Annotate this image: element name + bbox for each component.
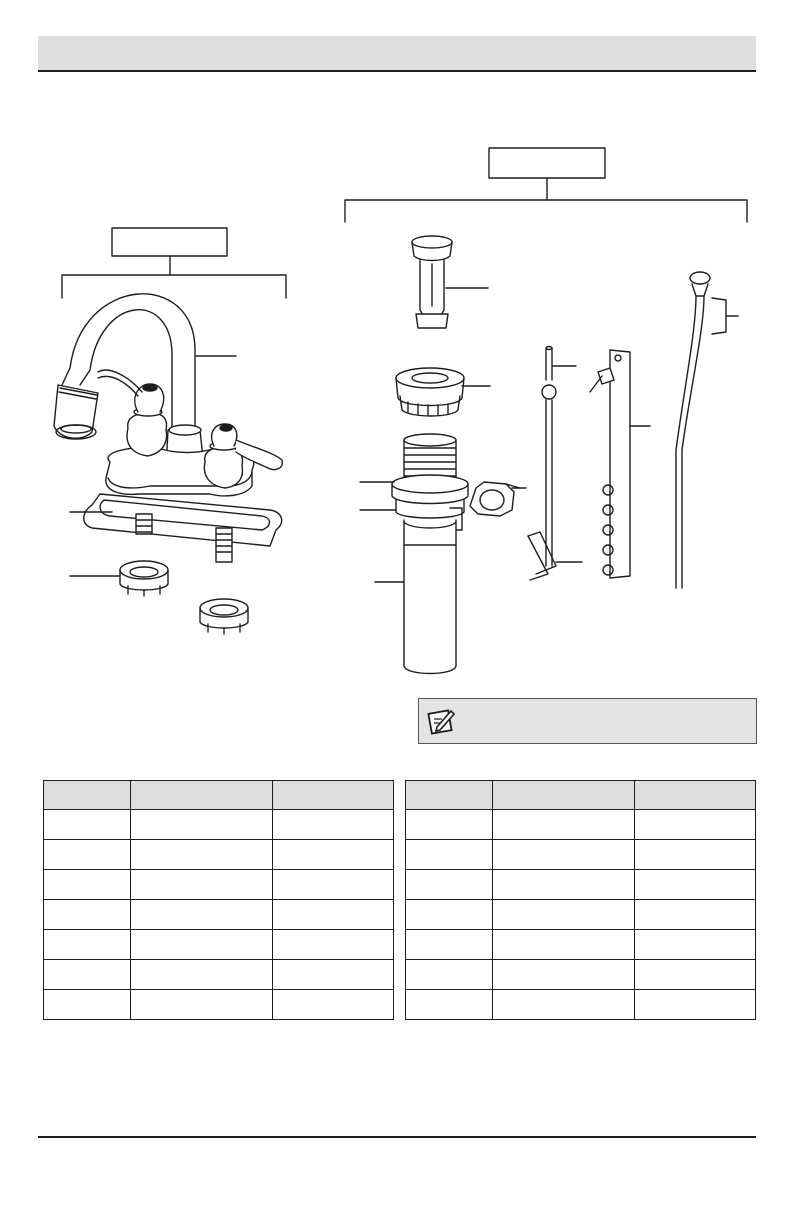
table-cell (406, 960, 493, 990)
table-row (406, 900, 756, 930)
table-header-part (406, 781, 493, 810)
table-cell (273, 900, 394, 930)
table-cell (44, 960, 131, 990)
table-row (406, 990, 756, 1020)
table-cell (131, 840, 273, 870)
table-cell (273, 870, 394, 900)
table-cell (131, 960, 273, 990)
table-row (44, 930, 394, 960)
spring-clip (528, 532, 582, 580)
faucet-illustration (54, 294, 282, 634)
table-cell (406, 840, 493, 870)
table-row (406, 870, 756, 900)
table-cell (635, 930, 756, 960)
drain-assembly-label-box (489, 148, 605, 178)
table-header-description (493, 781, 635, 810)
pivot-nut (470, 482, 526, 516)
table-cell (273, 990, 394, 1020)
table-cell (273, 840, 394, 870)
drain-illustration (360, 236, 738, 674)
table-cell (273, 930, 394, 960)
mounting-nut-left (120, 561, 168, 596)
table-cell (44, 810, 131, 840)
table-header-description (131, 781, 273, 810)
table-header-part (44, 781, 131, 810)
table-cell (406, 870, 493, 900)
drain-assembly-bracket (345, 200, 747, 222)
table-cell (44, 870, 131, 900)
parts-table-right (405, 780, 756, 1020)
mounting-nut-right (200, 599, 248, 634)
parts-table-left (43, 780, 394, 1020)
table-cell (131, 900, 273, 930)
table-cell (493, 840, 635, 870)
table-cell (406, 930, 493, 960)
faucet-assembly-bracket (62, 275, 286, 298)
table-cell (493, 810, 635, 840)
table-cell (131, 990, 273, 1020)
table-cell (635, 870, 756, 900)
table-row (406, 840, 756, 870)
table-row (406, 960, 756, 990)
table-cell (44, 990, 131, 1020)
table-row (44, 900, 394, 930)
table-cell (493, 870, 635, 900)
table-row (44, 990, 394, 1020)
table-cell (44, 930, 131, 960)
table-cell (635, 990, 756, 1020)
table-cell (406, 900, 493, 930)
table-cell (44, 840, 131, 870)
table-header-row (406, 781, 756, 810)
table-row (44, 810, 394, 840)
table-cell (406, 990, 493, 1020)
table-row (44, 840, 394, 870)
table-header-quantity (273, 781, 394, 810)
footer-divider (38, 1136, 756, 1138)
table-cell (635, 960, 756, 990)
note-box (418, 698, 757, 744)
note-pencil-icon (427, 707, 457, 735)
pivot-rod (542, 347, 576, 567)
table-cell (493, 930, 635, 960)
table-cell (635, 810, 756, 840)
table-cell (493, 960, 635, 990)
lift-rod (676, 272, 738, 588)
table-row (44, 960, 394, 990)
table-cell (635, 900, 756, 930)
table-cell (635, 840, 756, 870)
faucet-assembly-label-box (112, 228, 227, 256)
table-cell (131, 810, 273, 840)
table-cell (273, 960, 394, 990)
table-header-row (44, 781, 394, 810)
table-cell (44, 900, 131, 930)
table-row (406, 810, 756, 840)
table-cell (493, 990, 635, 1020)
table-row (44, 870, 394, 900)
table-cell (493, 900, 635, 930)
table-cell (131, 930, 273, 960)
table-cell (131, 870, 273, 900)
table-header-quantity (635, 781, 756, 810)
table-row (406, 930, 756, 960)
clevis-strap (590, 350, 650, 578)
table-cell (273, 810, 394, 840)
table-cell (406, 810, 493, 840)
